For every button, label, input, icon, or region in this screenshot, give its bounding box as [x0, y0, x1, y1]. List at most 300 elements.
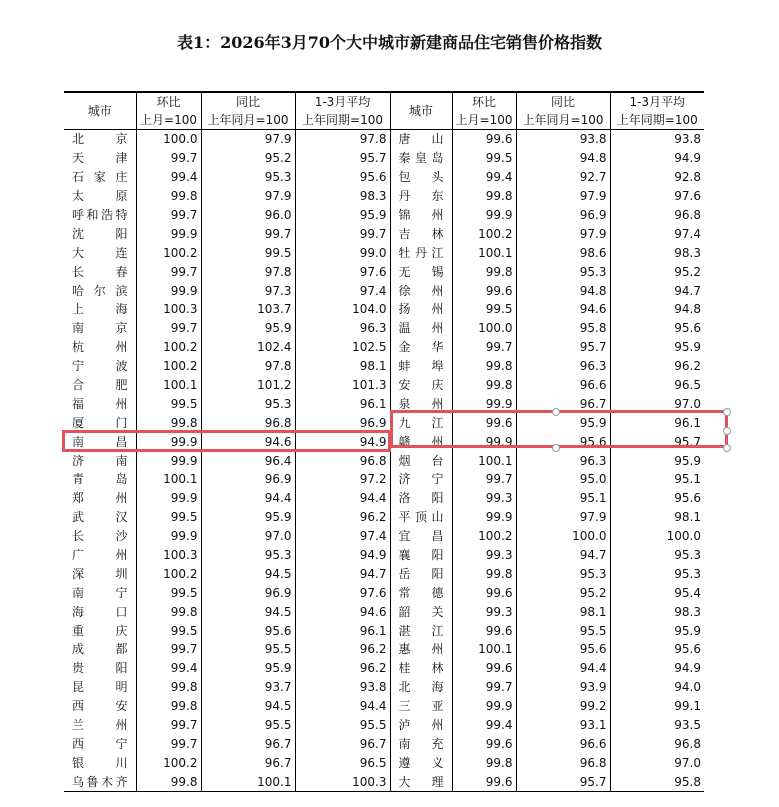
avg-header: 1-3月平均 — [295, 92, 390, 111]
yoy-cell: 93.1 — [516, 716, 610, 735]
avg-cell: 96.3 — [295, 319, 390, 338]
avg-cell: 94.6 — [295, 602, 390, 621]
avg-cell: 94.4 — [295, 697, 390, 716]
city-cell: 洛阳 — [390, 489, 452, 508]
mom-cell: 99.8 — [136, 678, 201, 697]
table-row — [64, 224, 704, 243]
avg-cell: 96.9 — [295, 413, 390, 432]
avg-cell: 95.9 — [610, 621, 704, 640]
avg-cell: 93.8 — [295, 678, 390, 697]
mom-cell: 99.9 — [452, 394, 516, 413]
mom-cell: 99.4 — [452, 716, 516, 735]
city-cell: 合肥 — [72, 378, 128, 393]
city-cell: 呼和浩特 — [72, 208, 128, 222]
yoy-cell: 96.3 — [516, 451, 610, 470]
avg-cell: 94.9 — [610, 149, 704, 168]
avg-cell: 98.1 — [610, 508, 704, 527]
table-row — [64, 621, 704, 640]
mom-cell: 100.2 — [136, 564, 201, 583]
avg-subheader: 上年同期=100 — [610, 111, 704, 130]
yoy-cell: 97.0 — [201, 527, 295, 546]
avg-cell: 96.5 — [295, 753, 390, 772]
avg-cell: 93.5 — [610, 716, 704, 735]
city-cell: 泸州 — [390, 716, 452, 735]
yoy-subheader: 上年同月=100 — [201, 111, 295, 130]
city-cell: 唐山 — [390, 130, 452, 149]
yoy-cell: 96.7 — [201, 753, 295, 772]
mom-cell: 100.1 — [452, 451, 516, 470]
avg-cell: 93.8 — [610, 130, 704, 149]
yoy-cell: 96.7 — [516, 394, 610, 413]
mom-cell: 99.7 — [136, 149, 201, 168]
city-cell: 济宁 — [390, 470, 452, 489]
mom-cell: 99.7 — [136, 319, 201, 338]
mom-header: 环比 — [136, 92, 201, 111]
city-cell: 宜昌 — [390, 527, 452, 546]
yoy-cell: 100.1 — [201, 772, 295, 791]
mom-cell: 99.6 — [452, 583, 516, 602]
subheader-row — [64, 111, 704, 130]
yoy-cell: 94.7 — [516, 546, 610, 565]
table-row — [64, 508, 704, 527]
table-row — [64, 149, 704, 168]
yoy-cell: 96.9 — [201, 583, 295, 602]
mom-cell: 99.5 — [452, 300, 516, 319]
yoy-cell: 95.8 — [516, 319, 610, 338]
avg-cell: 104.0 — [295, 300, 390, 319]
city-cell: 天津 — [72, 151, 128, 166]
yoy-cell: 93.7 — [201, 678, 295, 697]
avg-subheader: 上年同期=100 — [295, 111, 390, 130]
mom-cell: 99.6 — [452, 413, 516, 432]
city-header: 城市 — [390, 92, 452, 130]
city-cell: 襄阳 — [390, 546, 452, 565]
yoy-cell: 95.5 — [201, 640, 295, 659]
city-cell: 九江 — [390, 413, 452, 432]
city-cell: 泉州 — [390, 394, 452, 413]
resize-handle[interactable] — [552, 444, 560, 452]
avg-cell: 94.7 — [295, 564, 390, 583]
city-cell: 长沙 — [72, 529, 128, 544]
mom-cell: 99.7 — [452, 678, 516, 697]
city-cell: 桂林 — [390, 659, 452, 678]
yoy-subheader: 上年同月=100 — [516, 111, 610, 130]
yoy-cell: 94.6 — [201, 432, 295, 451]
mom-cell: 99.4 — [136, 659, 201, 678]
avg-header: 1-3月平均 — [610, 92, 704, 111]
mom-subheader: 上月=100 — [136, 111, 201, 130]
avg-cell: 95.1 — [610, 470, 704, 489]
city-cell: 吉林 — [390, 224, 452, 243]
mom-cell: 99.9 — [136, 489, 201, 508]
avg-cell: 94.4 — [295, 489, 390, 508]
table-row — [64, 678, 704, 697]
table-row — [64, 206, 704, 225]
table-row — [64, 187, 704, 206]
city-cell: 温州 — [390, 319, 452, 338]
mom-cell: 99.3 — [452, 546, 516, 565]
avg-cell: 95.6 — [610, 489, 704, 508]
table-row — [64, 716, 704, 735]
yoy-cell: 100.0 — [516, 527, 610, 546]
city-cell: 常德 — [390, 583, 452, 602]
mom-cell: 99.7 — [452, 470, 516, 489]
table-row — [64, 338, 704, 357]
yoy-cell: 95.9 — [201, 319, 295, 338]
avg-cell: 95.8 — [610, 772, 704, 791]
city-cell: 西宁 — [72, 736, 128, 751]
city-cell: 金华 — [390, 338, 452, 357]
avg-cell: 100.3 — [295, 772, 390, 791]
yoy-cell: 99.7 — [201, 224, 295, 243]
mom-cell: 100.1 — [136, 376, 201, 395]
city-cell: 银川 — [72, 755, 128, 770]
mom-header: 环比 — [452, 92, 516, 111]
mom-cell: 99.3 — [452, 602, 516, 621]
mom-cell: 99.7 — [136, 206, 201, 225]
table-row — [64, 300, 704, 319]
city-cell: 北海 — [390, 678, 452, 697]
yoy-cell: 97.9 — [516, 224, 610, 243]
yoy-cell: 99.5 — [201, 243, 295, 262]
yoy-cell: 95.6 — [516, 432, 610, 451]
yoy-cell: 95.1 — [516, 489, 610, 508]
avg-cell: 96.2 — [295, 508, 390, 527]
yoy-cell: 97.9 — [516, 508, 610, 527]
page-title: 表1：2026年3月70个大中城市新建商品住宅销售价格指数 — [176, 33, 603, 52]
mom-cell: 99.7 — [136, 262, 201, 281]
city-cell: 丹东 — [390, 187, 452, 206]
yoy-cell: 95.5 — [201, 716, 295, 735]
avg-cell: 97.2 — [295, 470, 390, 489]
mom-cell: 99.6 — [452, 621, 516, 640]
table-row — [64, 357, 704, 376]
yoy-cell: 96.6 — [516, 735, 610, 754]
avg-cell: 97.4 — [295, 281, 390, 300]
yoy-cell: 97.9 — [201, 130, 295, 149]
yoy-cell: 95.0 — [516, 470, 610, 489]
table-row — [64, 772, 704, 791]
city-cell: 南京 — [72, 321, 128, 336]
yoy-cell: 95.6 — [516, 640, 610, 659]
yoy-cell: 96.9 — [201, 470, 295, 489]
yoy-cell: 95.5 — [516, 621, 610, 640]
city-cell: 三亚 — [390, 697, 452, 716]
table-row — [64, 281, 704, 300]
yoy-cell: 96.4 — [201, 451, 295, 470]
avg-cell: 99.7 — [295, 224, 390, 243]
yoy-cell: 95.9 — [201, 659, 295, 678]
resize-handle[interactable] — [723, 408, 731, 416]
mom-cell: 99.4 — [136, 168, 201, 187]
mom-cell: 100.2 — [136, 243, 201, 262]
avg-cell: 97.6 — [295, 262, 390, 281]
table-row — [64, 564, 704, 583]
mom-cell: 99.6 — [452, 735, 516, 754]
yoy-cell: 98.1 — [516, 602, 610, 621]
city-cell: 韶关 — [390, 602, 452, 621]
mom-cell: 99.8 — [136, 187, 201, 206]
header-row — [64, 92, 704, 111]
mom-cell: 99.4 — [452, 168, 516, 187]
avg-cell: 96.1 — [295, 394, 390, 413]
mom-cell: 99.7 — [136, 716, 201, 735]
yoy-cell: 99.2 — [516, 697, 610, 716]
mom-cell: 99.9 — [452, 432, 516, 451]
mom-cell: 99.8 — [136, 413, 201, 432]
yoy-cell: 94.8 — [516, 281, 610, 300]
yoy-cell: 95.6 — [201, 621, 295, 640]
mom-cell: 99.8 — [452, 564, 516, 583]
avg-cell: 95.6 — [295, 168, 390, 187]
city-cell: 重庆 — [72, 623, 128, 638]
mom-cell: 99.9 — [452, 697, 516, 716]
avg-cell: 98.1 — [295, 357, 390, 376]
city-cell: 湛江 — [390, 621, 452, 640]
mom-cell: 99.5 — [136, 394, 201, 413]
avg-cell: 95.3 — [610, 546, 704, 565]
yoy-cell: 94.6 — [516, 300, 610, 319]
city-cell: 岳阳 — [390, 564, 452, 583]
table-row — [64, 527, 704, 546]
city-cell: 秦皇岛 — [390, 149, 452, 168]
avg-cell: 96.8 — [610, 206, 704, 225]
mom-cell: 99.6 — [452, 281, 516, 300]
city-cell: 深圳 — [72, 566, 128, 581]
avg-cell: 96.2 — [295, 659, 390, 678]
avg-cell: 95.7 — [610, 432, 704, 451]
yoy-cell: 96.8 — [516, 753, 610, 772]
avg-cell: 97.4 — [610, 224, 704, 243]
city-cell: 贵阳 — [72, 661, 128, 676]
avg-cell: 96.1 — [295, 621, 390, 640]
yoy-cell: 95.3 — [201, 168, 295, 187]
mom-cell: 99.5 — [136, 508, 201, 527]
mom-cell: 99.8 — [136, 772, 201, 791]
table-row — [64, 753, 704, 772]
mom-cell: 100.2 — [136, 753, 201, 772]
city-cell: 石家庄 — [72, 170, 128, 185]
city-cell: 厦门 — [72, 415, 128, 430]
yoy-cell: 96.7 — [201, 735, 295, 754]
mom-cell: 99.8 — [452, 262, 516, 281]
yoy-cell: 95.3 — [516, 262, 610, 281]
avg-cell: 96.5 — [610, 376, 704, 395]
city-cell: 锦州 — [390, 206, 452, 225]
city-cell: 济南 — [72, 453, 128, 468]
table-row — [64, 602, 704, 621]
table-row — [64, 451, 704, 470]
mom-cell: 99.7 — [136, 735, 201, 754]
avg-cell: 97.4 — [295, 527, 390, 546]
avg-cell: 95.4 — [610, 583, 704, 602]
yoy-cell: 92.7 — [516, 168, 610, 187]
avg-cell: 94.9 — [295, 432, 390, 451]
city-cell: 宁波 — [72, 359, 128, 374]
yoy-cell: 95.7 — [516, 772, 610, 791]
table-row — [64, 659, 704, 678]
city-cell: 成都 — [72, 642, 128, 657]
mom-cell: 100.2 — [136, 357, 201, 376]
table-row — [64, 470, 704, 489]
mom-cell: 99.6 — [452, 659, 516, 678]
yoy-cell: 96.3 — [516, 357, 610, 376]
avg-cell: 94.9 — [610, 659, 704, 678]
yoy-cell: 95.2 — [201, 149, 295, 168]
avg-cell: 97.6 — [610, 187, 704, 206]
avg-cell: 100.0 — [610, 527, 704, 546]
mom-cell: 99.7 — [452, 338, 516, 357]
avg-cell: 94.8 — [610, 300, 704, 319]
city-cell: 南昌 — [72, 434, 128, 449]
mom-cell: 99.9 — [136, 281, 201, 300]
mom-cell: 100.0 — [136, 130, 201, 149]
city-header: 城市 — [64, 92, 136, 130]
table-row — [64, 697, 704, 716]
avg-cell: 92.8 — [610, 168, 704, 187]
avg-cell: 98.3 — [610, 243, 704, 262]
city-cell: 上海 — [72, 302, 128, 317]
table-row — [64, 243, 704, 262]
table-row — [64, 640, 704, 659]
mom-cell: 99.9 — [136, 432, 201, 451]
mom-cell: 99.9 — [452, 508, 516, 527]
yoy-header: 同比 — [516, 92, 610, 111]
yoy-cell: 96.0 — [201, 206, 295, 225]
city-cell: 北京 — [72, 132, 128, 147]
yoy-cell: 97.9 — [201, 187, 295, 206]
mom-cell: 100.2 — [136, 338, 201, 357]
yoy-cell: 95.9 — [516, 413, 610, 432]
yoy-cell: 97.3 — [201, 281, 295, 300]
avg-cell: 96.2 — [610, 357, 704, 376]
city-cell: 昆明 — [72, 680, 128, 695]
yoy-cell: 93.8 — [516, 130, 610, 149]
city-cell: 武汉 — [72, 510, 128, 525]
avg-cell: 95.6 — [610, 640, 704, 659]
city-cell: 长春 — [72, 264, 128, 279]
yoy-cell: 95.7 — [516, 338, 610, 357]
city-cell: 海口 — [72, 604, 128, 619]
city-cell: 福州 — [72, 396, 128, 411]
avg-cell: 96.8 — [295, 451, 390, 470]
mom-cell: 99.8 — [452, 376, 516, 395]
mom-cell: 100.1 — [452, 640, 516, 659]
city-cell: 沈阳 — [72, 226, 128, 241]
table-row — [64, 168, 704, 187]
mom-cell: 99.5 — [452, 149, 516, 168]
city-cell: 青岛 — [72, 472, 128, 487]
resize-handle[interactable] — [723, 444, 731, 452]
yoy-cell: 102.4 — [201, 338, 295, 357]
city-cell: 大连 — [72, 245, 128, 260]
avg-cell: 96.7 — [295, 735, 390, 754]
table-row — [64, 735, 704, 754]
city-cell: 无锡 — [390, 262, 452, 281]
mom-subheader: 上月=100 — [452, 111, 516, 130]
avg-cell: 97.6 — [295, 583, 390, 602]
avg-cell: 99.1 — [610, 697, 704, 716]
table-row — [64, 546, 704, 565]
yoy-cell: 94.5 — [201, 564, 295, 583]
mom-cell: 99.9 — [136, 451, 201, 470]
city-cell: 牡丹江 — [390, 243, 452, 262]
avg-cell: 96.8 — [610, 735, 704, 754]
mom-cell: 99.8 — [452, 187, 516, 206]
yoy-cell: 101.2 — [201, 376, 295, 395]
city-cell: 烟台 — [390, 451, 452, 470]
resize-handle[interactable] — [723, 427, 731, 435]
city-cell: 包头 — [390, 168, 452, 187]
yoy-cell: 94.5 — [201, 602, 295, 621]
yoy-cell: 95.3 — [516, 564, 610, 583]
mom-cell: 99.9 — [136, 224, 201, 243]
avg-cell: 97.0 — [610, 394, 704, 413]
table-row — [64, 130, 704, 149]
avg-cell: 98.3 — [295, 187, 390, 206]
avg-cell: 95.9 — [610, 338, 704, 357]
mom-cell: 100.3 — [136, 546, 201, 565]
mom-cell: 100.1 — [452, 243, 516, 262]
avg-cell: 94.0 — [610, 678, 704, 697]
city-cell: 西安 — [72, 699, 128, 714]
mom-cell: 99.8 — [452, 357, 516, 376]
mom-cell: 100.2 — [452, 224, 516, 243]
mom-cell: 99.9 — [136, 527, 201, 546]
yoy-cell: 96.9 — [516, 206, 610, 225]
yoy-cell: 95.2 — [516, 583, 610, 602]
resize-handle[interactable] — [552, 408, 560, 416]
yoy-cell: 94.5 — [201, 697, 295, 716]
mom-cell: 99.5 — [136, 621, 201, 640]
table-row — [64, 319, 704, 338]
avg-cell: 95.9 — [295, 206, 390, 225]
yoy-cell: 93.9 — [516, 678, 610, 697]
city-cell: 南宁 — [72, 585, 128, 600]
yoy-cell: 95.3 — [201, 546, 295, 565]
mom-cell: 100.1 — [136, 470, 201, 489]
avg-cell: 95.3 — [610, 564, 704, 583]
yoy-cell: 96.8 — [201, 413, 295, 432]
yoy-cell: 98.6 — [516, 243, 610, 262]
yoy-cell: 97.8 — [201, 262, 295, 281]
city-cell: 乌鲁木齐 — [64, 772, 136, 791]
city-cell: 扬州 — [390, 300, 452, 319]
city-cell: 惠州 — [390, 640, 452, 659]
city-cell: 遵义 — [390, 753, 452, 772]
city-cell: 太原 — [72, 189, 128, 204]
yoy-cell: 94.8 — [516, 149, 610, 168]
mom-cell: 99.7 — [136, 640, 201, 659]
yoy-cell: 97.9 — [516, 187, 610, 206]
yoy-cell: 95.3 — [201, 394, 295, 413]
city-cell: 蚌埠 — [390, 357, 452, 376]
city-cell: 徐州 — [390, 281, 452, 300]
city-cell: 郑州 — [72, 491, 128, 506]
yoy-cell: 95.9 — [201, 508, 295, 527]
avg-cell: 94.7 — [610, 281, 704, 300]
avg-cell: 95.6 — [610, 319, 704, 338]
avg-cell: 96.1 — [610, 413, 704, 432]
avg-cell: 96.2 — [295, 640, 390, 659]
table-row — [64, 432, 704, 451]
mom-cell: 100.2 — [452, 527, 516, 546]
mom-cell: 99.8 — [452, 753, 516, 772]
avg-cell: 94.9 — [295, 546, 390, 565]
avg-cell: 97.8 — [295, 130, 390, 149]
city-cell: 南充 — [390, 735, 452, 754]
yoy-cell: 97.8 — [201, 357, 295, 376]
